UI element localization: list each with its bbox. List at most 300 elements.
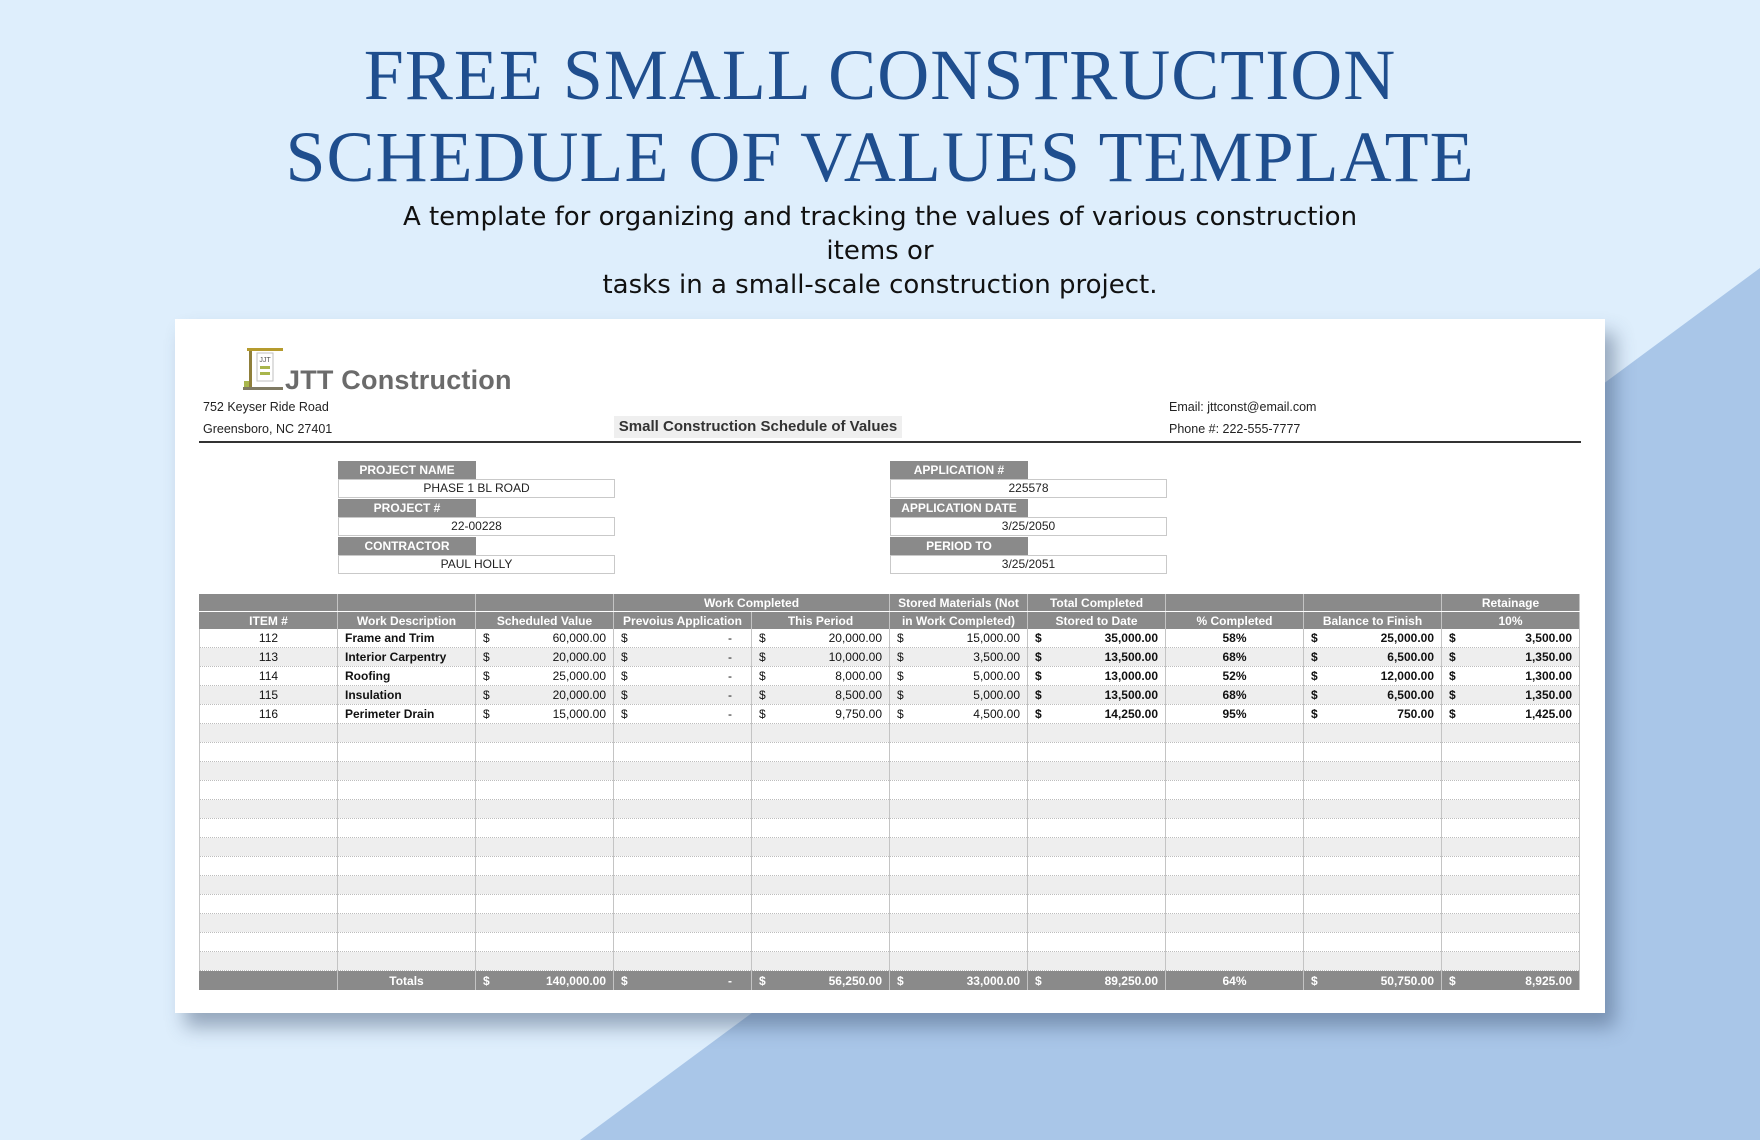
value-scheduled: 60,000.00 [552, 631, 606, 645]
cell-item[interactable] [200, 876, 338, 895]
cell-retainage[interactable] [1442, 914, 1580, 933]
value-retainage: 3,500.00 [1525, 631, 1572, 645]
cell-retainage[interactable] [1442, 629, 1580, 648]
cell-item[interactable] [200, 724, 338, 743]
currency-symbol: $ [1035, 707, 1042, 721]
currency-symbol: $ [1035, 631, 1042, 645]
value-prev: - [728, 669, 732, 683]
cell-balance[interactable] [1304, 743, 1442, 762]
cell-scheduled[interactable] [476, 838, 614, 857]
currency-symbol: $ [621, 973, 628, 988]
cell-balance[interactable] [1304, 838, 1442, 857]
currency-symbol: $ [621, 707, 628, 721]
cell-desc[interactable] [338, 800, 476, 819]
cell-desc[interactable] [338, 819, 476, 838]
cell-prev[interactable] [614, 800, 752, 819]
cell-stored[interactable] [890, 819, 1028, 838]
cell-item[interactable] [200, 971, 338, 991]
cell-prev[interactable] [614, 876, 752, 895]
currency-symbol: $ [1311, 669, 1318, 683]
cell-retainage[interactable] [1442, 724, 1580, 743]
cell-balance[interactable] [1304, 914, 1442, 933]
cell-total[interactable] [1028, 971, 1166, 991]
cell-balance[interactable] [1304, 800, 1442, 819]
cell-retainage[interactable] [1442, 800, 1580, 819]
cell-retainage[interactable] [1442, 933, 1580, 952]
cell-stored[interactable] [890, 876, 1028, 895]
cell-total[interactable] [1028, 952, 1166, 971]
cell-retainage[interactable] [1442, 857, 1580, 876]
cell-this[interactable] [752, 914, 890, 933]
cell-scheduled[interactable] [476, 914, 614, 933]
cell-desc[interactable] [338, 933, 476, 952]
cell-pct[interactable] [1166, 743, 1304, 762]
table-row [200, 876, 1580, 895]
table-row [200, 686, 1580, 705]
cell-item[interactable] [200, 857, 338, 876]
company-logo [241, 346, 291, 394]
cell-desc[interactable] [338, 781, 476, 800]
cell-scheduled[interactable] [476, 781, 614, 800]
cell-balance[interactable] [1304, 857, 1442, 876]
table-row [200, 914, 1580, 933]
value-stored: 3,500.00 [973, 650, 1020, 664]
cell-desc[interactable] [338, 724, 476, 743]
cell-scheduled[interactable] [476, 724, 614, 743]
cell-this[interactable] [752, 705, 890, 724]
currency-symbol: $ [1035, 669, 1042, 683]
cell-pct[interactable]: 58% [1166, 629, 1304, 648]
cell-pct[interactable] [1166, 724, 1304, 743]
cell-total[interactable] [1028, 705, 1166, 724]
cell-item[interactable] [200, 800, 338, 819]
cell-stored[interactable] [890, 762, 1028, 781]
value-this: 9,750.00 [835, 707, 882, 721]
cell-item[interactable] [200, 933, 338, 952]
cell-retainage[interactable] [1442, 648, 1580, 667]
currency-symbol: $ [1449, 631, 1456, 645]
cell-desc[interactable] [338, 876, 476, 895]
currency-symbol: $ [1311, 688, 1318, 702]
cell-pct[interactable]: 68% [1166, 648, 1304, 667]
cell-prev[interactable] [614, 914, 752, 933]
currency-symbol: $ [621, 650, 628, 664]
cell-stored[interactable] [890, 895, 1028, 914]
currency-symbol: $ [759, 650, 766, 664]
spreadsheet-sheet [175, 319, 1605, 1013]
currency-symbol: $ [483, 973, 490, 988]
cell-desc[interactable] [338, 743, 476, 762]
value-this: 8,500.00 [835, 688, 882, 702]
cell-retainage[interactable] [1442, 667, 1580, 686]
value-scheduled: 15,000.00 [552, 707, 606, 721]
table-body [200, 629, 1580, 990]
cell-item[interactable] [200, 895, 338, 914]
cell-retainage[interactable] [1442, 876, 1580, 895]
cell-retainage[interactable] [1442, 838, 1580, 857]
header-retainage-percent: 10% [1442, 612, 1580, 630]
value-total: 35,000.00 [1104, 631, 1158, 645]
cell-item[interactable] [200, 952, 338, 971]
value-scheduled: 140,000.00 [545, 973, 606, 988]
cell-total[interactable] [1028, 686, 1166, 705]
cell-stored[interactable] [890, 857, 1028, 876]
cell-total[interactable] [1028, 800, 1166, 819]
cell-prev[interactable] [614, 667, 752, 686]
cell-scheduled[interactable] [476, 743, 614, 762]
cell-scheduled[interactable] [476, 819, 614, 838]
period-to-label: PERIOD TO [890, 537, 1028, 555]
cell-balance[interactable] [1304, 705, 1442, 724]
cell-item[interactable]: 115 [200, 686, 338, 705]
cell-item[interactable]: 112 [200, 629, 338, 648]
cell-this[interactable] [752, 857, 890, 876]
cell-total[interactable] [1028, 857, 1166, 876]
cell-balance[interactable] [1304, 819, 1442, 838]
cell-prev[interactable] [614, 705, 752, 724]
cell-this[interactable] [752, 819, 890, 838]
header-total-completed-2: Stored to Date [1028, 612, 1166, 630]
cell-desc[interactable] [338, 914, 476, 933]
company-phone: Phone #: 222-555-7777 [1169, 422, 1301, 436]
cell-desc[interactable]: Totals [338, 971, 476, 991]
table-row [200, 724, 1580, 743]
cell-pct[interactable]: 95% [1166, 705, 1304, 724]
cell-retainage[interactable] [1442, 743, 1580, 762]
company-email: Email: jttconst@email.com [1169, 400, 1317, 414]
cell-total[interactable] [1028, 667, 1166, 686]
currency-symbol: $ [1035, 650, 1042, 664]
currency-symbol: $ [621, 688, 628, 702]
cell-total[interactable] [1028, 743, 1166, 762]
cell-retainage[interactable] [1442, 705, 1580, 724]
cell-stored[interactable] [890, 971, 1028, 991]
cell-this[interactable] [752, 629, 890, 648]
value-this: 20,000.00 [828, 631, 882, 645]
cell-balance[interactable] [1304, 629, 1442, 648]
cell-item[interactable]: 116 [200, 705, 338, 724]
cell-scheduled[interactable] [476, 667, 614, 686]
cell-stored[interactable] [890, 629, 1028, 648]
cell-desc[interactable]: Insulation [338, 686, 476, 705]
value-balance: 6,500.00 [1387, 688, 1434, 702]
value-this: 10,000.00 [828, 650, 882, 664]
value-total: 14,250.00 [1104, 707, 1158, 721]
cell-this[interactable] [752, 838, 890, 857]
cell-item[interactable] [200, 914, 338, 933]
table-row [200, 762, 1580, 781]
cell-balance[interactable] [1304, 895, 1442, 914]
cell-this[interactable] [752, 648, 890, 667]
value-retainage: 8,925.00 [1525, 973, 1572, 988]
cell-prev[interactable] [614, 629, 752, 648]
currency-symbol: $ [1311, 650, 1318, 664]
cell-this[interactable] [752, 781, 890, 800]
value-balance: 750.00 [1397, 707, 1434, 721]
cell-stored[interactable] [890, 705, 1028, 724]
value-retainage: 1,350.00 [1525, 650, 1572, 664]
cell-desc[interactable] [338, 838, 476, 857]
cell-scheduled[interactable] [476, 648, 614, 667]
value-retainage: 1,300.00 [1525, 669, 1572, 683]
header-stored-materials-1: Stored Materials (Not [890, 594, 1028, 612]
value-scheduled: 20,000.00 [552, 688, 606, 702]
cell-pct[interactable] [1166, 857, 1304, 876]
currency-symbol: $ [1311, 973, 1318, 988]
cell-item[interactable] [200, 743, 338, 762]
table-row [200, 933, 1580, 952]
cell-this[interactable] [752, 971, 890, 991]
cell-this[interactable] [752, 933, 890, 952]
cell-pct[interactable] [1166, 914, 1304, 933]
currency-symbol: $ [897, 973, 904, 988]
cell-retainage[interactable] [1442, 686, 1580, 705]
value-retainage: 1,350.00 [1525, 688, 1572, 702]
value-total: 89,250.00 [1104, 973, 1158, 988]
cell-this[interactable] [752, 743, 890, 762]
cell-scheduled[interactable] [476, 952, 614, 971]
header-divider [199, 441, 1581, 443]
cell-stored[interactable] [890, 914, 1028, 933]
schedule-of-values-table [199, 594, 1580, 990]
cell-stored[interactable] [890, 781, 1028, 800]
table-row [200, 819, 1580, 838]
table-header-row-2 [200, 612, 1580, 630]
cell-this[interactable] [752, 952, 890, 971]
header-percent-completed: % Completed [1166, 612, 1304, 630]
currency-symbol: $ [1035, 973, 1042, 988]
cell-pct[interactable] [1166, 933, 1304, 952]
cell-desc[interactable]: Perimeter Drain [338, 705, 476, 724]
cell-pct[interactable]: 64% [1166, 971, 1304, 991]
cell-scheduled[interactable] [476, 971, 614, 991]
cell-desc[interactable]: Interior Carpentry [338, 648, 476, 667]
cell-desc[interactable]: Roofing [338, 667, 476, 686]
cell-retainage[interactable] [1442, 781, 1580, 800]
currency-symbol: $ [897, 650, 904, 664]
cell-pct[interactable] [1166, 781, 1304, 800]
cell-balance[interactable] [1304, 762, 1442, 781]
cell-pct[interactable] [1166, 819, 1304, 838]
cell-stored[interactable] [890, 933, 1028, 952]
cell-item[interactable]: 114 [200, 667, 338, 686]
cell-total[interactable] [1028, 724, 1166, 743]
contractor-field[interactable]: PAUL HOLLY [338, 555, 615, 574]
cell-balance[interactable] [1304, 648, 1442, 667]
cell-desc[interactable] [338, 952, 476, 971]
cell-scheduled[interactable] [476, 705, 614, 724]
banner-subtitle-line1: A template for organizing and tracking the values of various construction items or [402, 202, 1358, 266]
project-name-field[interactable]: PHASE 1 BL ROAD [338, 479, 615, 498]
cell-retainage[interactable] [1442, 762, 1580, 781]
cell-total[interactable] [1028, 781, 1166, 800]
cell-scheduled[interactable] [476, 800, 614, 819]
value-total: 13,500.00 [1104, 650, 1158, 664]
cell-this[interactable] [752, 667, 890, 686]
cell-prev[interactable] [614, 724, 752, 743]
currency-symbol: $ [897, 688, 904, 702]
cell-prev[interactable] [614, 781, 752, 800]
cell-stored[interactable] [890, 743, 1028, 762]
header-work-completed: Work Completed [614, 594, 890, 612]
cell-pct[interactable] [1166, 952, 1304, 971]
cell-stored[interactable] [890, 686, 1028, 705]
cell-scheduled[interactable] [476, 876, 614, 895]
application-date-field[interactable]: 3/25/2050 [890, 517, 1167, 536]
currency-symbol: $ [483, 631, 490, 645]
project-name-label: PROJECT NAME [338, 461, 476, 479]
cell-stored[interactable] [890, 800, 1028, 819]
cell-prev[interactable] [614, 933, 752, 952]
period-to-field[interactable]: 3/25/2051 [890, 555, 1167, 574]
cell-this[interactable] [752, 895, 890, 914]
header-stored-materials-2: in Work Completed) [890, 612, 1028, 630]
banner-subtitle-line2: tasks in a small-scale construction project. [602, 270, 1158, 300]
header-total-completed-1: Total Completed [1028, 594, 1166, 612]
value-stored: 15,000.00 [966, 631, 1020, 645]
cell-prev[interactable] [614, 819, 752, 838]
cell-pct[interactable] [1166, 895, 1304, 914]
cell-scheduled[interactable] [476, 895, 614, 914]
cell-total[interactable] [1028, 648, 1166, 667]
cell-prev[interactable] [614, 952, 752, 971]
currency-symbol: $ [483, 688, 490, 702]
table-header-row-1 [200, 594, 1580, 612]
cell-prev[interactable] [614, 743, 752, 762]
cell-prev[interactable] [614, 648, 752, 667]
cell-total[interactable] [1028, 933, 1166, 952]
cell-retainage[interactable] [1442, 971, 1580, 991]
cell-balance[interactable] [1304, 686, 1442, 705]
cell-this[interactable] [752, 876, 890, 895]
cell-prev[interactable] [614, 838, 752, 857]
table-row [200, 781, 1580, 800]
cell-scheduled[interactable] [476, 686, 614, 705]
cell-stored[interactable] [890, 952, 1028, 971]
header-work-description: Work Description [338, 612, 476, 630]
value-stored: 33,000.00 [966, 973, 1020, 988]
cell-pct[interactable] [1166, 762, 1304, 781]
cell-scheduled[interactable] [476, 857, 614, 876]
currency-symbol: $ [759, 707, 766, 721]
cell-desc[interactable] [338, 895, 476, 914]
cell-retainage[interactable] [1442, 819, 1580, 838]
totals-row [200, 971, 1580, 991]
contractor-label: CONTRACTOR [338, 537, 476, 555]
currency-symbol: $ [897, 707, 904, 721]
cell-prev[interactable] [614, 857, 752, 876]
cell-prev[interactable] [614, 762, 752, 781]
cell-balance[interactable] [1304, 971, 1442, 991]
currency-symbol: $ [1449, 707, 1456, 721]
currency-symbol: $ [1449, 669, 1456, 683]
cell-total[interactable] [1028, 876, 1166, 895]
cell-stored[interactable] [890, 648, 1028, 667]
cell-balance[interactable] [1304, 667, 1442, 686]
cell-prev[interactable] [614, 686, 752, 705]
cell-scheduled[interactable] [476, 762, 614, 781]
cell-total[interactable] [1028, 914, 1166, 933]
currency-symbol: $ [759, 973, 766, 988]
cell-pct[interactable] [1166, 876, 1304, 895]
value-retainage: 1,425.00 [1525, 707, 1572, 721]
application-number-field[interactable]: 225578 [890, 479, 1167, 498]
cell-balance[interactable] [1304, 876, 1442, 895]
table-row [200, 952, 1580, 971]
cell-prev[interactable] [614, 971, 752, 991]
value-scheduled: 20,000.00 [552, 650, 606, 664]
cell-balance[interactable] [1304, 952, 1442, 971]
header-this-period: This Period [752, 612, 890, 630]
banner-subtitle [370, 200, 1390, 302]
cell-item[interactable]: 113 [200, 648, 338, 667]
logo-text: JJT [259, 357, 271, 364]
value-this: 56,250.00 [828, 973, 882, 988]
cell-balance[interactable] [1304, 781, 1442, 800]
value-balance: 6,500.00 [1387, 650, 1434, 664]
value-balance: 25,000.00 [1380, 631, 1434, 645]
value-prev: - [728, 973, 732, 988]
cell-desc[interactable]: Frame and Trim [338, 629, 476, 648]
project-number-label: PROJECT # [338, 499, 476, 517]
value-stored: 4,500.00 [973, 707, 1020, 721]
value-total: 13,000.00 [1104, 669, 1158, 683]
cell-this[interactable] [752, 724, 890, 743]
cell-stored[interactable] [890, 724, 1028, 743]
company-address-line1: 752 Keyser Ride Road [203, 400, 329, 414]
cell-prev[interactable] [614, 895, 752, 914]
cell-this[interactable] [752, 800, 890, 819]
cell-this[interactable] [752, 686, 890, 705]
cell-stored[interactable] [890, 667, 1028, 686]
cell-total[interactable] [1028, 762, 1166, 781]
cell-pct[interactable] [1166, 838, 1304, 857]
table-row [200, 705, 1580, 724]
cell-item[interactable] [200, 819, 338, 838]
cell-total[interactable] [1028, 895, 1166, 914]
cell-total[interactable] [1028, 819, 1166, 838]
header-item: ITEM # [200, 612, 338, 630]
company-name: JTT Construction [285, 365, 512, 395]
cell-total[interactable] [1028, 629, 1166, 648]
header-retainage: Retainage [1442, 594, 1580, 612]
cell-scheduled[interactable] [476, 933, 614, 952]
cell-retainage[interactable] [1442, 952, 1580, 971]
cell-retainage[interactable] [1442, 895, 1580, 914]
value-stored: 5,000.00 [973, 688, 1020, 702]
project-number-field[interactable]: 22-00228 [338, 517, 615, 536]
cell-pct[interactable]: 52% [1166, 667, 1304, 686]
cell-item[interactable] [200, 762, 338, 781]
cell-pct[interactable]: 68% [1166, 686, 1304, 705]
currency-symbol: $ [759, 688, 766, 702]
banner-title-line1: FREE SMALL CONSTRUCTION [363, 35, 1397, 115]
cell-stored[interactable] [890, 838, 1028, 857]
cell-balance[interactable] [1304, 724, 1442, 743]
cell-scheduled[interactable] [476, 629, 614, 648]
currency-symbol: $ [759, 669, 766, 683]
cell-total[interactable] [1028, 838, 1166, 857]
currency-symbol: $ [897, 669, 904, 683]
cell-this[interactable] [752, 762, 890, 781]
currency-symbol: $ [759, 631, 766, 645]
cell-balance[interactable] [1304, 933, 1442, 952]
cell-desc[interactable] [338, 857, 476, 876]
cell-item[interactable] [200, 838, 338, 857]
cell-desc[interactable] [338, 762, 476, 781]
cell-item[interactable] [200, 781, 338, 800]
cell-pct[interactable] [1166, 800, 1304, 819]
